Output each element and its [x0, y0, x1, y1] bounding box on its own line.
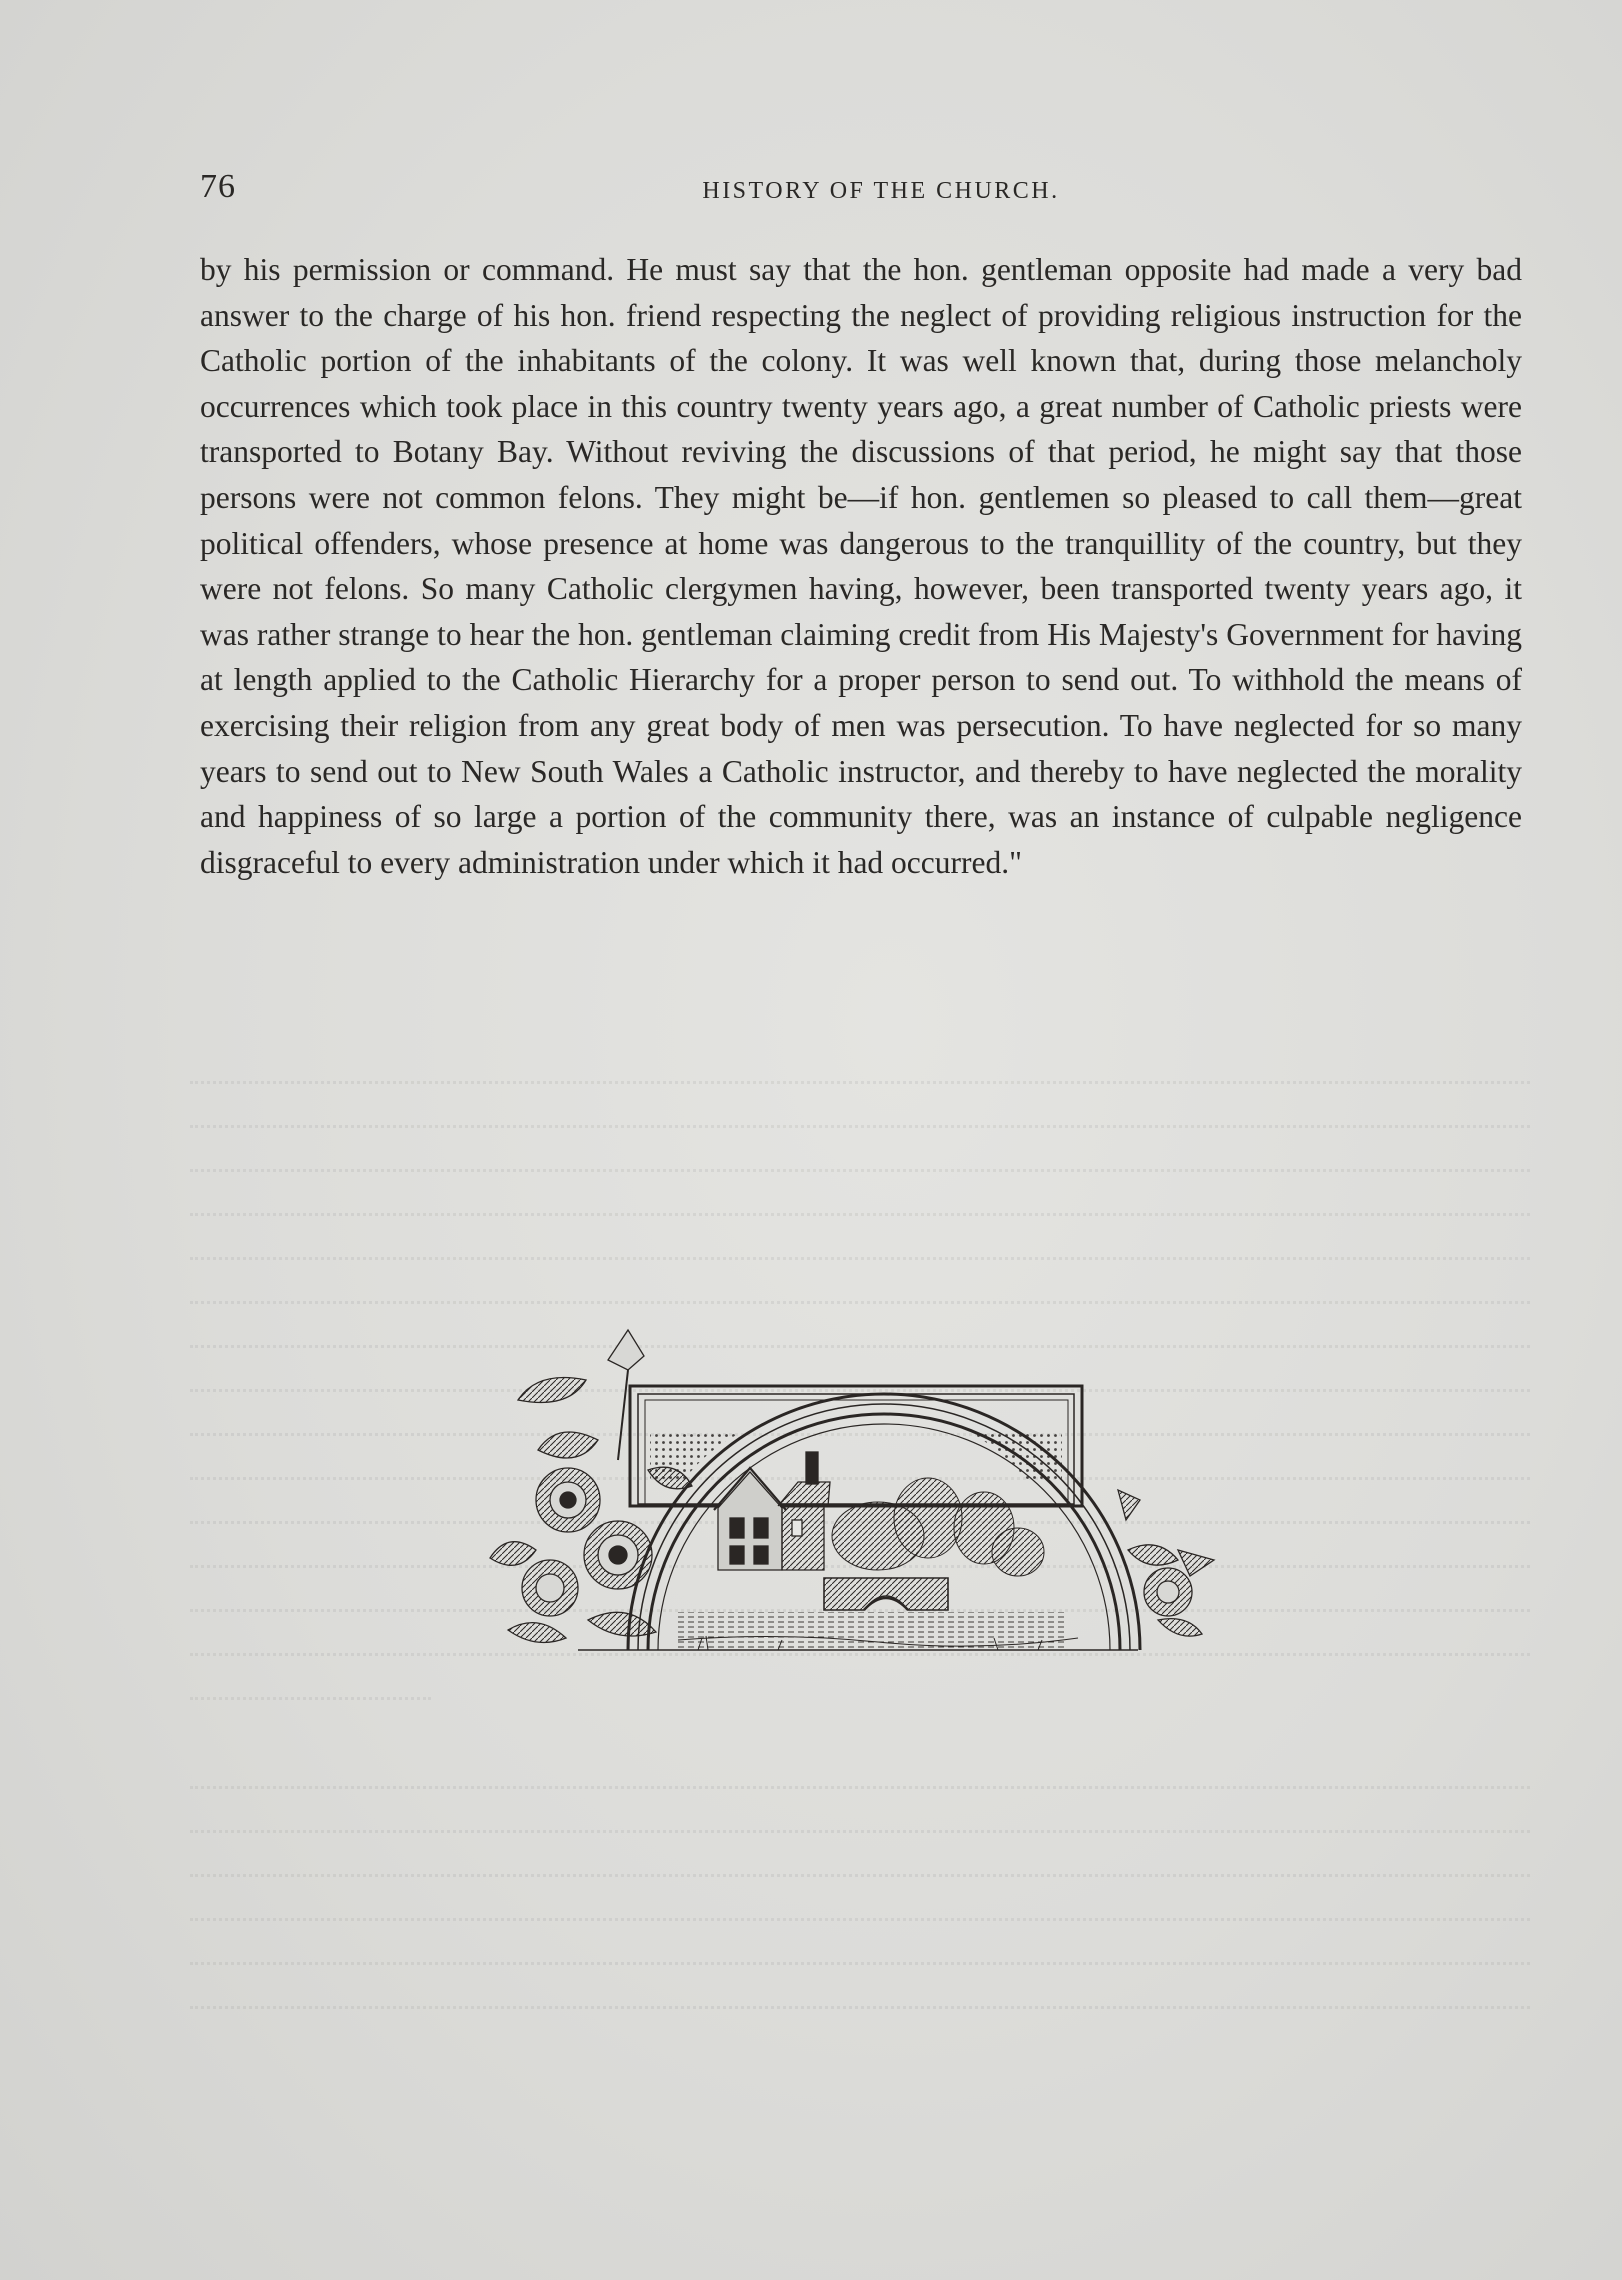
paragraph: by his permission or command. He must say that the hon. gentleman opposite had made a very bad answer to the charge of his hon. friend respecting the neglect of providing religious instruction for the Catholic portion of the inhabitants of the colony. It was well known that, during those melancholy occurrences which took place in this country twenty years ago, a great number of Catholic priests were transported to Botany Bay. Without reviving the discussions of that period, he might say that those persons were not common felons. They might be—if hon. gentlemen so pleased to call them—great political offenders, whose presence at home was dangerous to the tranquillity of the country, but they were not felons. So many Catholic clergymen having, however, been transported twenty years ago, it was rather strange to hear the hon. gentleman claiming credit from His Majesty's Government for having at length applied to the Catholic Hierarchy for a proper person to send out. To withhold the means of exercising their religion from any great body of men was persecution. To have neglected for so many years to send out to New South Wales a Catholic instructor, and thereby to have neglected the morality and happiness of so large a portion of the community there, was an instance of culpable negligence disgraceful to every administration under which it had occurred." [200, 252, 1522, 880]
page-number: 76 [200, 168, 236, 205]
show-through-texture [190, 1745, 1530, 2035]
tailpiece-vignette-icon [478, 1320, 1218, 1660]
body-text [200, 247, 1522, 885]
running-head: HISTORY OF THE CHURCH. [702, 178, 1060, 204]
page-header [200, 168, 1522, 208]
